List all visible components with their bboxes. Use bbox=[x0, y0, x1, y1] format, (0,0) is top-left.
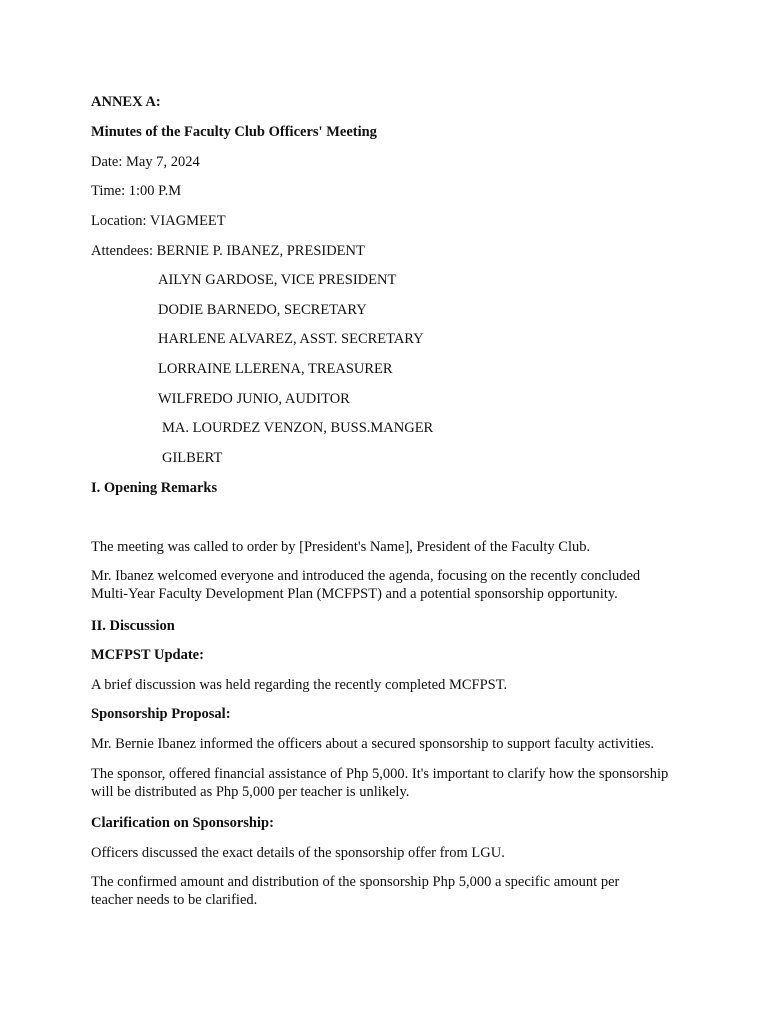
sponsorship-paragraph-2 bbox=[91, 765, 691, 801]
paragraph-line: will be distributed as Php 5,000 per teacher is unlikely. bbox=[91, 784, 410, 800]
paragraph-line: Multi-Year Faculty Development Plan (MCFPST) and a potential sponsorship opportunity. bbox=[91, 586, 618, 602]
clarification-paragraph-2 bbox=[91, 873, 691, 909]
attendee-item: DODIE BARNEDO, SECRETARY bbox=[158, 302, 367, 318]
paragraph-line: teacher needs to be clarified. bbox=[91, 892, 258, 908]
section-heading-opening-remarks: I. Opening Remarks bbox=[91, 480, 218, 496]
attendee-item: WILFREDO JUNIO, AUDITOR bbox=[158, 391, 350, 407]
subheading-clarification: Clarification on Sponsorship: bbox=[91, 815, 274, 831]
subheading-sponsorship-proposal: Sponsorship Proposal: bbox=[91, 706, 231, 722]
annex-label: ANNEX A: bbox=[91, 94, 161, 110]
opening-paragraph-2 bbox=[91, 567, 691, 603]
paragraph-line: Mr. Ibanez welcomed everyone and introduced the agenda, focusing on the recently concluded bbox=[91, 568, 641, 584]
meeting-time: Time: 1:00 P.M bbox=[91, 183, 182, 199]
subheading-mcfpst-update: MCFPST Update: bbox=[91, 647, 204, 663]
attendee-item: MA. LOURDEZ VENZON, BUSS.MANGER bbox=[162, 420, 434, 436]
attendee-item: AILYN GARDOSE, VICE PRESIDENT bbox=[158, 272, 397, 288]
paragraph-line: The sponsor, offered financial assistance of Php 5,000. It's important to clarify how the sponsorship bbox=[91, 766, 669, 782]
paragraph-line: The confirmed amount and distribution of the sponsorship Php 5,000 a specific amount per bbox=[91, 874, 620, 890]
attendee-item: GILBERT bbox=[162, 450, 223, 466]
mcfpst-paragraph: A brief discussion was held regarding the recently completed MCFPST. bbox=[91, 677, 508, 693]
document-title: Minutes of the Faculty Club Officers' Meeting bbox=[91, 124, 377, 140]
attendee-item: HARLENE ALVAREZ, ASST. SECRETARY bbox=[158, 331, 424, 347]
opening-paragraph-1: The meeting was called to order by [President's Name], President of the Faculty Club. bbox=[91, 539, 591, 555]
clarification-paragraph-1: Officers discussed the exact details of the sponsorship offer from LGU. bbox=[91, 845, 505, 861]
attendees-first-line: Attendees: BERNIE P. IBANEZ, PRESIDENT bbox=[91, 243, 365, 259]
attendee-item: LORRAINE LLERENA, TREASURER bbox=[158, 361, 393, 377]
section-heading-discussion: II. Discussion bbox=[91, 618, 175, 634]
meeting-date: Date: May 7, 2024 bbox=[91, 154, 200, 170]
meeting-location: Location: VIAGMEET bbox=[91, 213, 226, 229]
sponsorship-paragraph-1: Mr. Bernie Ibanez informed the officers about a secured sponsorship to support faculty activities. bbox=[91, 736, 655, 752]
